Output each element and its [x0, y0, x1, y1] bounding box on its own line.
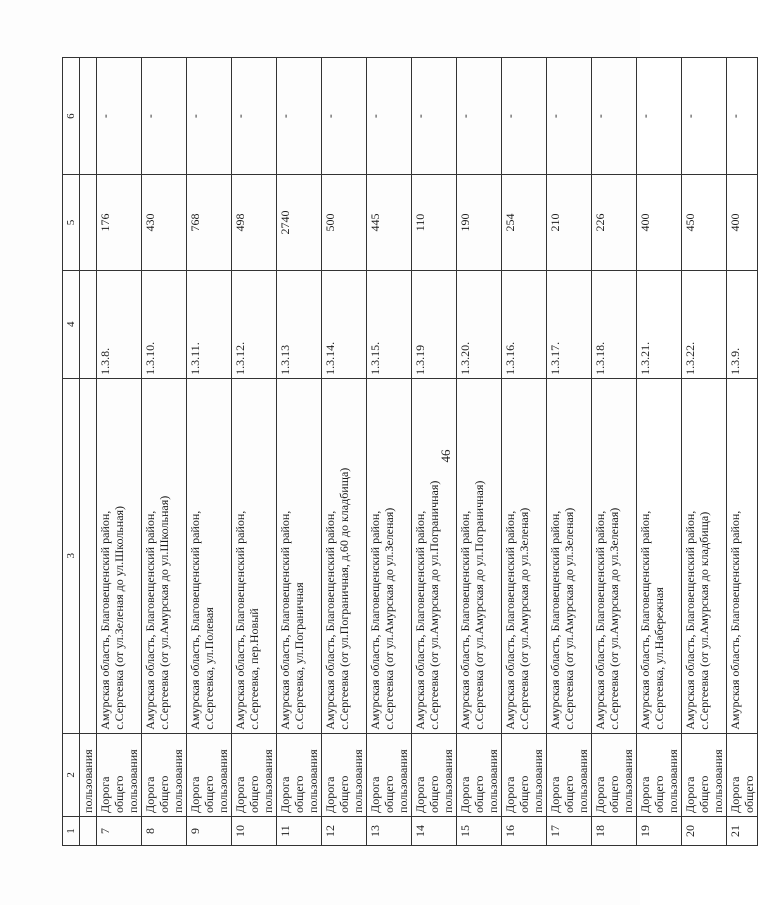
table-row [232, 58, 277, 846]
table-row [367, 58, 412, 846]
cont-location [80, 378, 97, 733]
roads-table [62, 57, 758, 846]
row-type: Дорога общего пользования [187, 733, 232, 816]
row-code: 1.3.21. [637, 270, 682, 378]
row-length: 445 [367, 175, 412, 270]
row-type: Дорога общего пользования [592, 733, 637, 816]
header-col-6: 6 [63, 58, 80, 175]
row-location-line-2: с.Сергеевка (от ул.Амурская до ул.Зеленая) [382, 507, 396, 730]
row-location [502, 378, 547, 733]
row-location-line-2: с.Сергеевка, ул.Пограничная [292, 582, 306, 730]
cont-num [80, 816, 97, 845]
row-code: 1.3.12. [232, 270, 277, 378]
row-code: 1.3.9. [727, 270, 758, 378]
row-length: 110 [412, 175, 457, 270]
row-location [457, 378, 502, 733]
row-location [97, 378, 142, 733]
row-type: Дорога общего пользования [367, 733, 412, 816]
table-row [97, 58, 142, 846]
row-location [637, 378, 682, 733]
row-location-line-1: Амурская область, Благовещенский район, [143, 510, 157, 730]
row-code: 1.3.15. [367, 270, 412, 378]
row-extra: - [322, 58, 367, 175]
row-length: 400 [637, 175, 682, 270]
row-code: 1.3.11. [187, 270, 232, 378]
row-location-line-2: с.Сергеевка (от ул.Амурская до ул.Зеленая) [562, 507, 576, 730]
row-extra: - [277, 58, 322, 175]
row-type: Дорога общего пользования [142, 733, 187, 816]
row-location-line-2: с.Сергеевка, ул.Полевая [202, 607, 216, 730]
row-code: 1.3.16. [502, 270, 547, 378]
row-length: 400 [727, 175, 758, 270]
row-number: 14 [412, 816, 457, 845]
table-body [80, 58, 758, 846]
header-col-3: 3 [63, 378, 80, 733]
table-row [592, 58, 637, 846]
table-row [412, 58, 457, 846]
row-location [592, 378, 637, 733]
row-location [277, 378, 322, 733]
row-code: 1.3.22. [682, 270, 727, 378]
row-type: Дорога общего пользования [322, 733, 367, 816]
row-type: Дорога общего пользования [547, 733, 592, 816]
row-number: 21 [727, 816, 758, 845]
row-type: Дорога общего пользования [277, 733, 322, 816]
row-location-line-1: Амурская область, Благовещенский район, [368, 510, 382, 730]
row-number: 11 [277, 816, 322, 845]
header-col-5: 5 [63, 175, 80, 270]
row-extra: - [142, 58, 187, 175]
row-location [232, 378, 277, 733]
row-type: Дорога общего пользования [682, 733, 727, 816]
row-type: Дорога общего пользования [412, 733, 457, 816]
row-location-line-2: с.Сергеевка (от ул.Амурская до ул.Пограничная) [472, 480, 486, 730]
row-code: 1.3.10. [142, 270, 187, 378]
row-location-line-1: Амурская область, Благовещенский район, [593, 510, 607, 730]
row-number: 17 [547, 816, 592, 845]
row-code: 1.3.20. [457, 270, 502, 378]
cont-length [80, 175, 97, 270]
row-type: Дорога общего пользования [502, 733, 547, 816]
row-length: 176 [97, 175, 142, 270]
row-type: Дорога общего пользования [457, 733, 502, 816]
row-location-line-2: с.Сергеевка (от ул.Пограничная, д.60 до кладбища) [337, 467, 351, 730]
cont-type: пользования [80, 733, 97, 816]
row-location [322, 378, 367, 733]
cont-code [80, 270, 97, 378]
row-location-line-1: Амурская область, Благовещенский район, [413, 510, 427, 730]
row-location-line-2: с.Сергеевка (от ул.Амурская до ул.Пограничная) [427, 480, 441, 730]
row-location-line-1: Амурская область, Благовещенский район, [548, 510, 562, 730]
row-location [142, 378, 187, 733]
row-extra: - [637, 58, 682, 175]
cont-ext [80, 58, 97, 175]
table-container [62, 57, 756, 846]
row-number: 18 [592, 816, 637, 845]
row-type: Дорога общего пользования [232, 733, 277, 816]
row-number: 19 [637, 816, 682, 845]
row-number: 10 [232, 816, 277, 845]
row-length: 430 [142, 175, 187, 270]
continuation-row [80, 58, 97, 846]
table-row [457, 58, 502, 846]
row-location-line-1: Амурская область, Благовещенский район, [278, 510, 292, 730]
row-location-line-2: с.Сергеевка (от ул.Амурская до кладбища) [697, 511, 711, 730]
row-type: Дорога общего [727, 733, 758, 816]
row-extra: - [412, 58, 457, 175]
row-code: 1.3.17. [547, 270, 592, 378]
table-row [682, 58, 727, 846]
row-code: 1.3.8. [97, 270, 142, 378]
header-col-1: 1 [63, 816, 80, 845]
row-location-line-1: Амурская область, Благовещенский район, [683, 510, 697, 730]
row-code: 1.3.19 [412, 270, 457, 378]
row-location-line-2: с.Сергеевка (от ул.Амурская до ул.Школьная) [157, 495, 171, 730]
row-location-line-1: Амурская область, Благовещенский район, [98, 510, 112, 730]
row-extra: - [367, 58, 412, 175]
row-location [547, 378, 592, 733]
table-row [637, 58, 682, 846]
row-location [682, 378, 727, 733]
row-location-line-1: Амурская область, Благовещенский район, [503, 510, 517, 730]
row-location-line-1: Амурская область, Благовещенский район, [188, 510, 202, 730]
row-location-line-2: с.Сергеевка (от ул.Амурская до ул.Зеленая) [517, 507, 531, 730]
row-extra: - [727, 58, 758, 175]
table-row [187, 58, 232, 846]
row-location [727, 378, 758, 733]
row-length: 500 [322, 175, 367, 270]
row-location-line-2: с.Сергеевка (от ул.Зеленая до ул.Школьная) [112, 505, 126, 730]
row-location [187, 378, 232, 733]
row-location-line-2: с.Сергеевка, пер.Новый [247, 608, 261, 730]
header-col-2: 2 [63, 733, 80, 816]
table-row [502, 58, 547, 846]
row-extra: - [682, 58, 727, 175]
row-number: 13 [367, 816, 412, 845]
row-extra: - [97, 58, 142, 175]
row-extra: - [457, 58, 502, 175]
row-location [412, 378, 457, 733]
row-location-line-1: Амурская область, Благовещенский район, [323, 510, 337, 730]
table-row [547, 58, 592, 846]
row-location-line-2: с.Сергеевка (от ул.Амурская до ул.Зеленая) [607, 507, 621, 730]
page-number: 46 [438, 449, 453, 463]
row-number: 8 [142, 816, 187, 845]
table-row [322, 58, 367, 846]
table-header-row [63, 58, 80, 846]
row-code: 1.3.14. [322, 270, 367, 378]
header-col-4: 4 [63, 270, 80, 378]
row-location-line-1: Амурская область, Благовещенский район, [458, 510, 472, 730]
row-extra: - [232, 58, 277, 175]
row-length: 450 [682, 175, 727, 270]
table-row [142, 58, 187, 846]
row-length: 2740 [277, 175, 322, 270]
row-length: 254 [502, 175, 547, 270]
row-length: 498 [232, 175, 277, 270]
row-location-line-2: с.Сергеевка, ул.Набережная [652, 587, 666, 730]
row-length: 768 [187, 175, 232, 270]
row-location-line-1: Амурская область, Благовещенский район, [233, 510, 247, 730]
row-number: 15 [457, 816, 502, 845]
row-code: 1.3.18. [592, 270, 637, 378]
row-extra: - [502, 58, 547, 175]
row-location [367, 378, 412, 733]
row-type: Дорога общего пользования [637, 733, 682, 816]
row-type: Дорога общего пользования [97, 733, 142, 816]
row-location-line-1: Амурская область, Благовещенский район, [728, 510, 742, 730]
row-length: 210 [547, 175, 592, 270]
row-extra: - [592, 58, 637, 175]
row-number: 9 [187, 816, 232, 845]
row-number: 12 [322, 816, 367, 845]
row-extra: - [547, 58, 592, 175]
table-row [277, 58, 322, 846]
row-number: 16 [502, 816, 547, 845]
row-location-line-1: Амурская область, Благовещенский район, [638, 510, 652, 730]
row-extra: - [187, 58, 232, 175]
row-length: 190 [457, 175, 502, 270]
row-number: 20 [682, 816, 727, 845]
row-length: 226 [592, 175, 637, 270]
row-number: 7 [97, 816, 142, 845]
table-row [727, 58, 758, 846]
row-code: 1.3.13 [277, 270, 322, 378]
